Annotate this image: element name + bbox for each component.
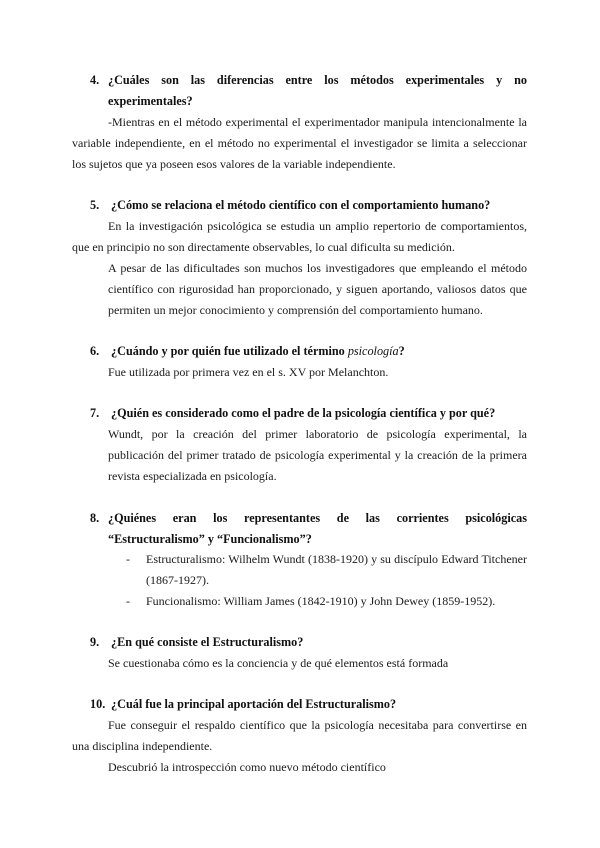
answer-9: Se cuestionaba cómo es la conciencia y de qué elementos está formada [108,656,449,670]
answer-6: Fue utilizada por primera vez en el s. XV por Melanchton. [108,365,389,379]
bullet-item [126,591,527,612]
question-7 [90,403,495,424]
question-number: 4. [90,73,100,87]
bullet-text: Estructuralismo: Wilhelm Wundt (1838-1920) y su discípulo Edward Titchener (1867-1927). [146,552,527,587]
question-text: ¿Quién es considerado como el padre de la psicología científica y por qué? [111,406,496,420]
question-5 [90,195,490,216]
bullet-dash: - [126,594,130,608]
question-number: 8. [90,511,100,525]
question-text: ¿Cuál fue la principal aportación del Estructuralismo? [111,697,397,711]
question-8 [90,508,527,550]
bullet-text: Funcionalismo: William James (1842-1910) y John Dewey (1859-1952). [146,594,496,608]
question-6 [90,341,405,362]
bullet-item [126,549,527,591]
question-4 [90,70,527,112]
answer-4: -Mientras en el método experimental el experimentador manipula intencionalmente la variable independiente, en el método no experimental el investigador se limita a seleccionar los sujetos que ya poseen esos valores de la variable independiente. [72,115,527,171]
question-9 [90,632,303,653]
question-text-end: ? [398,344,405,358]
question-text: ¿En qué consiste el Estructuralismo? [111,635,304,649]
question-number: 7. [90,406,100,420]
question-number: 5. [90,198,100,212]
question-text: ¿Cuáles son las diferencias entre los métodos experimentales y no experimentales? [108,73,527,108]
bullet-dash: - [126,552,130,566]
answer-5-paragraph-1: En la investigación psicológica se estudia un amplio repertorio de comportamientos, que en principio no son directamente observables, lo cual dificulta su medición. [72,219,527,254]
question-10 [90,694,396,715]
question-text: ¿Quiénes eran los representantes de las corrientes psicológicas “Estructuralismo” y “Funcionalismo”? [108,511,527,546]
question-text: ¿Cómo se relaciona el método científico con el comportamiento humano? [111,198,491,212]
answer-5-paragraph-2: A pesar de las dificultades son muchos los investigadores que empleando el método científico con rigurosidad han proporcionado, y siguen aportando, valiosos datos que permiten un mejor conocimiento y comprensión del comportamiento humano. [108,261,527,317]
question-text-italic-term: psicología [347,344,399,358]
answer-7: Wundt, por la creación del primer laboratorio de psicología experimental, la publicación del primer tratado de psicología experimental y la creación de la primera revista especializada en psicología. [108,427,527,483]
question-number: 6. [90,344,100,358]
question-text-start: ¿Cuándo y por quién fue utilizado el término [111,344,348,358]
answer-10-paragraph-1: Fue conseguir el respaldo científico que la psicología necesitaba para convertirse en una disciplina independiente. [72,718,527,753]
answer-10-paragraph-2: Descubrió la introspección como nuevo método científico [108,760,386,774]
question-number: 10. [90,697,106,711]
question-number: 9. [90,635,100,649]
